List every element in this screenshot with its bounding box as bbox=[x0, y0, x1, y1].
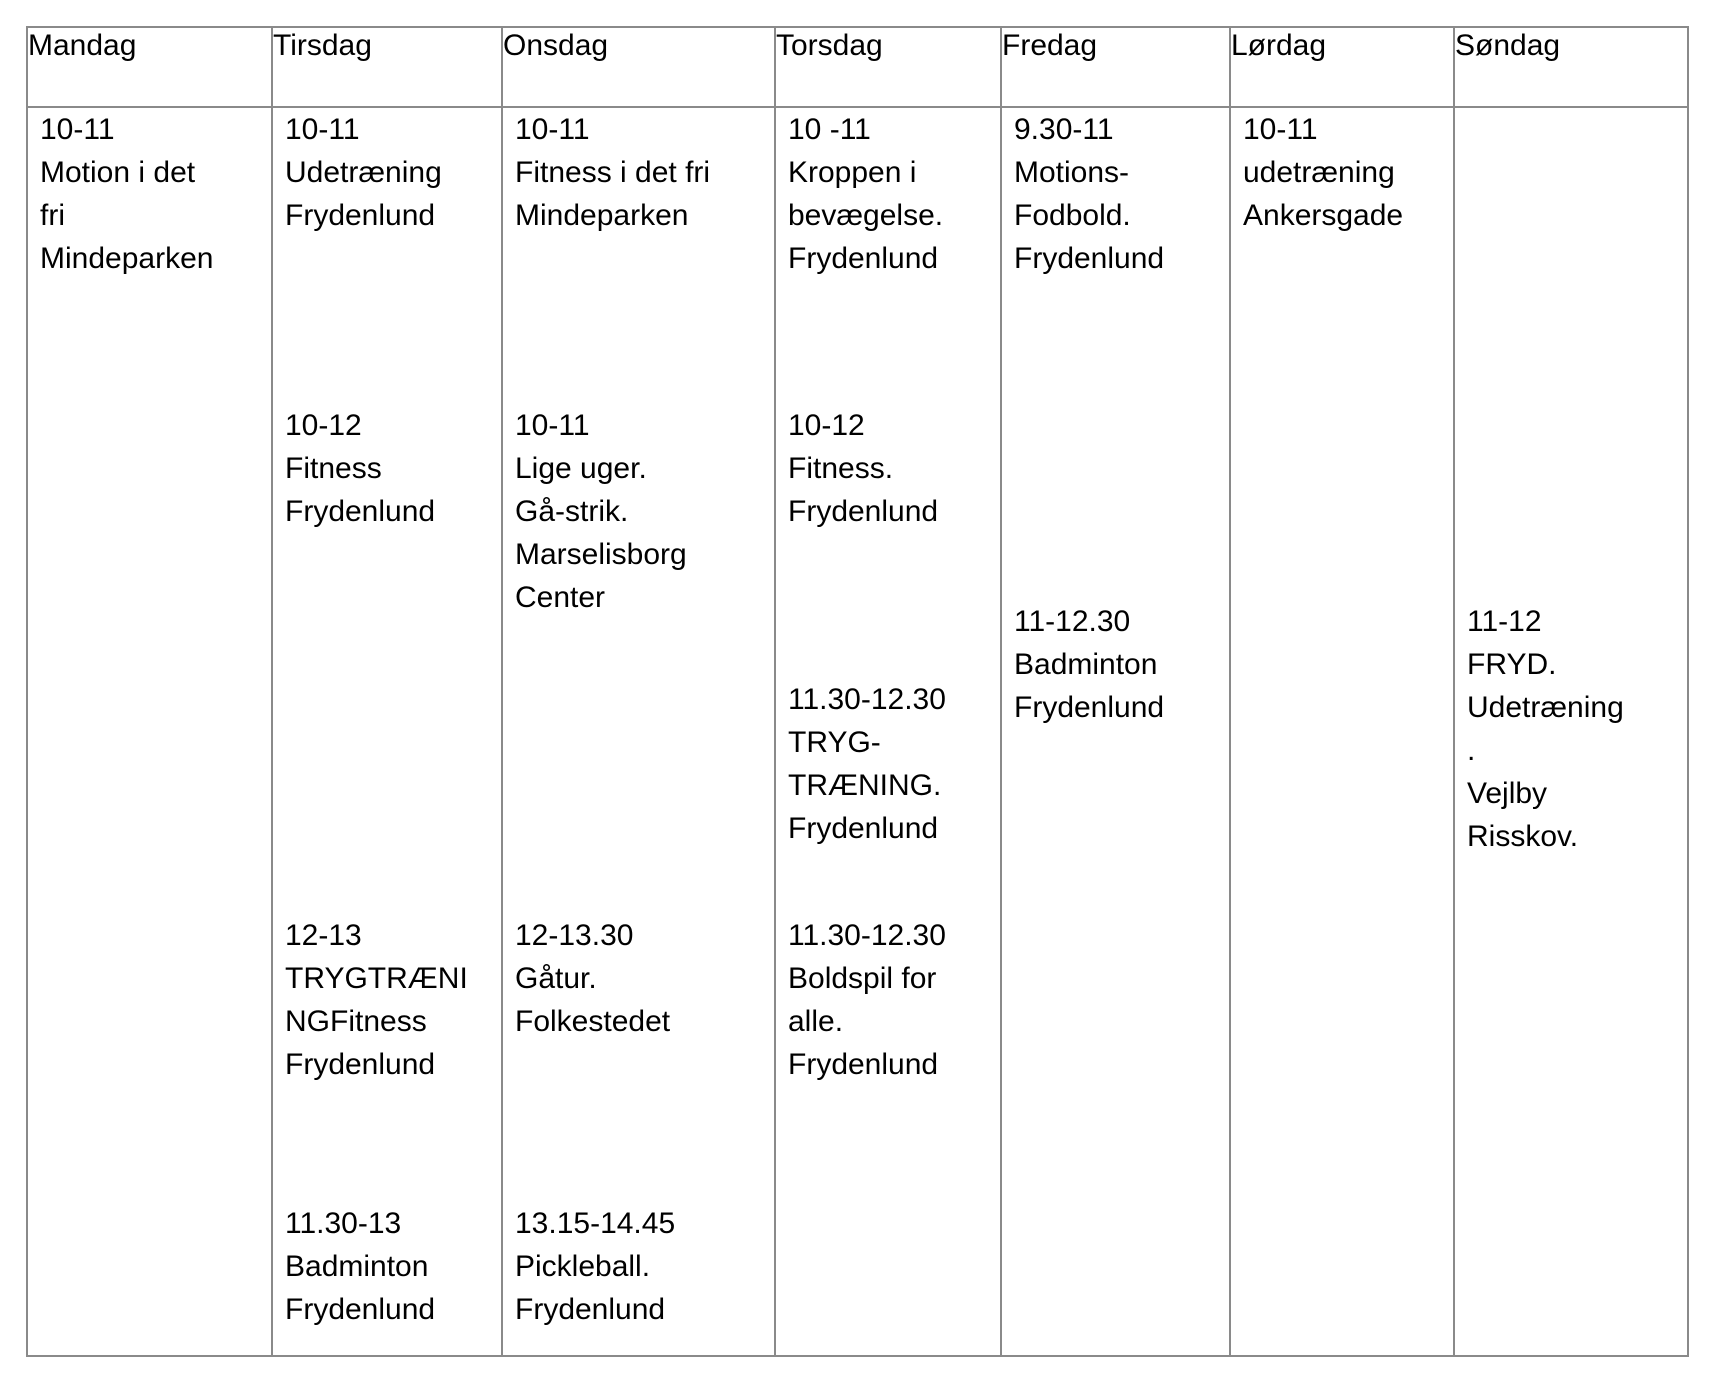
day-header-row bbox=[27, 27, 1688, 107]
schedule-entry-line: 10-11 bbox=[40, 113, 115, 146]
schedule-entry-line: Boldspil for bbox=[788, 962, 937, 995]
day-column-content-torsdag bbox=[776, 108, 1000, 1355]
schedule-entry-line: Gå-strik. bbox=[515, 495, 629, 528]
schedule-entry-line: Motion i det bbox=[40, 156, 196, 189]
day-header-mandag: Mandag bbox=[27, 27, 272, 107]
schedule-entry-line: Folkestedet bbox=[515, 1005, 671, 1038]
schedule-entry-line: Center bbox=[515, 581, 606, 614]
schedule-entry-line: Frydenlund bbox=[1014, 691, 1165, 724]
schedule-entry-line: Gåtur. bbox=[515, 962, 597, 995]
schedule-entry-line: Pickleball. bbox=[515, 1250, 651, 1283]
schedule-entry-line: Fitness i det fri bbox=[515, 156, 711, 189]
schedule-entry-line: Kroppen i bbox=[788, 156, 917, 189]
schedule-entry-onsdag-4 bbox=[515, 1202, 770, 1331]
schedule-entry-torsdag-2 bbox=[788, 404, 996, 533]
schedule-entry-torsdag-3 bbox=[788, 678, 996, 850]
schedule-entry-line: Motions- bbox=[1014, 156, 1130, 189]
schedule-entry-line: Mindeparken bbox=[40, 242, 214, 275]
day-column-content-mandag bbox=[28, 108, 271, 1355]
schedule-entry-line: Frydenlund bbox=[285, 495, 436, 528]
schedule-entry-tirsdag-3 bbox=[285, 914, 497, 1086]
schedule-entry-line: Frydenlund bbox=[285, 1293, 436, 1326]
day-column-content-onsdag bbox=[503, 108, 774, 1355]
day-header-sndag: Søndag bbox=[1454, 27, 1688, 107]
schedule-entry-line: 12-13.30 bbox=[515, 919, 634, 952]
schedule-entry-line: 11-12 bbox=[1467, 605, 1542, 638]
day-header-lrdag: Lørdag bbox=[1230, 27, 1454, 107]
day-column-content-fredag bbox=[1002, 108, 1229, 1355]
schedule-entry-line: Ankersgade bbox=[1243, 199, 1404, 232]
schedule-entry-line: Fitness. bbox=[788, 452, 894, 485]
schedule-entry-line: 11.30-12.30 bbox=[788, 919, 946, 952]
schedule-entry-line: 13.15-14.45 bbox=[515, 1207, 676, 1240]
day-column-mandag bbox=[27, 107, 272, 1356]
schedule-entry-line: fri bbox=[40, 199, 65, 232]
day-column-content-sndag bbox=[1455, 108, 1687, 1355]
schedule-entry-tirsdag-4 bbox=[285, 1202, 497, 1331]
day-column-sndag bbox=[1454, 107, 1688, 1356]
schedule-entry-line: 10-11 bbox=[515, 113, 590, 146]
schedule-entry-line: 10 -11 bbox=[788, 113, 871, 146]
schedule-entry-line: NGFitness bbox=[285, 1005, 427, 1038]
schedule-entry-line: Mindeparken bbox=[515, 199, 689, 232]
schedule-entry-line: Frydenlund bbox=[788, 1048, 939, 1081]
schedule-entry-line: bevægelse. bbox=[788, 199, 944, 232]
weekly-schedule-table bbox=[26, 26, 1689, 1357]
schedule-entry-tirsdag-2 bbox=[285, 404, 497, 533]
schedule-entry-line: Frydenlund bbox=[788, 812, 939, 845]
schedule-entry-line: TRÆNING. bbox=[788, 769, 942, 802]
schedule-entry-line: Frydenlund bbox=[285, 1048, 436, 1081]
day-column-torsdag bbox=[775, 107, 1001, 1356]
schedule-entry-onsdag-2 bbox=[515, 404, 770, 619]
schedule-entry-line: 10-11 bbox=[515, 409, 590, 442]
schedule-entry-line: Risskov. bbox=[1467, 820, 1579, 853]
schedule-entry-line: Fodbold. bbox=[1014, 199, 1131, 232]
day-column-lrdag bbox=[1230, 107, 1454, 1356]
schedule-entry-line: Badminton bbox=[285, 1250, 429, 1283]
schedule-entry-line: 12-13 bbox=[285, 919, 362, 952]
schedule-entry-line: 10-11 bbox=[285, 113, 360, 146]
schedule-entry-torsdag-1 bbox=[788, 108, 996, 280]
schedule-entry-line: TRYGTRÆNI bbox=[285, 962, 468, 995]
schedule-entry-sndag-1 bbox=[1467, 600, 1683, 858]
schedule-entry-line: 10-12 bbox=[788, 409, 865, 442]
schedule-entry-line: 11.30-12.30 bbox=[788, 683, 946, 716]
day-column-fredag bbox=[1001, 107, 1230, 1356]
schedule-entry-line: Badminton bbox=[1014, 648, 1158, 681]
schedule-entry-torsdag-4 bbox=[788, 914, 996, 1086]
schedule-entry-line: Frydenlund bbox=[1014, 242, 1165, 275]
schedule-entry-tirsdag-1 bbox=[285, 108, 497, 237]
schedule-entry-line: Frydenlund bbox=[285, 199, 436, 232]
schedule-entry-fredag-2 bbox=[1014, 600, 1225, 729]
schedule-entry-line: Lige uger. bbox=[515, 452, 647, 485]
day-header-tirsdag: Tirsdag bbox=[272, 27, 502, 107]
schedule-body-row bbox=[27, 107, 1688, 1356]
schedule-entry-fredag-1 bbox=[1014, 108, 1225, 280]
schedule-entry-line: Frydenlund bbox=[515, 1293, 666, 1326]
schedule-entry-line: Frydenlund bbox=[788, 495, 939, 528]
schedule-entry-lrdag-1 bbox=[1243, 108, 1449, 237]
day-header-onsdag: Onsdag bbox=[502, 27, 775, 107]
schedule-entry-line: Frydenlund bbox=[788, 242, 939, 275]
schedule-entry-line: 11.30-13 bbox=[285, 1207, 402, 1240]
schedule-entry-line: FRYD. bbox=[1467, 648, 1557, 681]
schedule-entry-mandag-1 bbox=[40, 108, 267, 280]
day-column-content-tirsdag bbox=[273, 108, 501, 1355]
day-column-onsdag bbox=[502, 107, 775, 1356]
schedule-entry-line: Udetræning bbox=[1467, 691, 1624, 724]
schedule-entry-line: Marselisborg bbox=[515, 538, 687, 571]
day-header-fredag: Fredag bbox=[1001, 27, 1230, 107]
schedule-entry-line: 10-11 bbox=[1243, 113, 1318, 146]
schedule-entry-line: alle. bbox=[788, 1005, 844, 1038]
schedule-entry-line: Fitness bbox=[285, 452, 382, 485]
schedule-entry-line: TRYG- bbox=[788, 726, 881, 759]
schedule-entry-line: . bbox=[1467, 734, 1476, 767]
schedule-entry-onsdag-1 bbox=[515, 108, 770, 237]
schedule-entry-onsdag-3 bbox=[515, 914, 770, 1043]
schedule-entry-line: 9.30-11 bbox=[1014, 113, 1114, 146]
schedule-entry-line: 11-12.30 bbox=[1014, 605, 1131, 638]
day-column-content-lrdag bbox=[1231, 108, 1453, 1355]
schedule-entry-line: udetræning bbox=[1243, 156, 1395, 189]
day-column-tirsdag bbox=[272, 107, 502, 1356]
schedule-entry-line: Udetræning bbox=[285, 156, 442, 189]
schedule-entry-line: 10-12 bbox=[285, 409, 362, 442]
day-header-torsdag: Torsdag bbox=[775, 27, 1001, 107]
schedule-entry-line: Vejlby bbox=[1467, 777, 1548, 810]
